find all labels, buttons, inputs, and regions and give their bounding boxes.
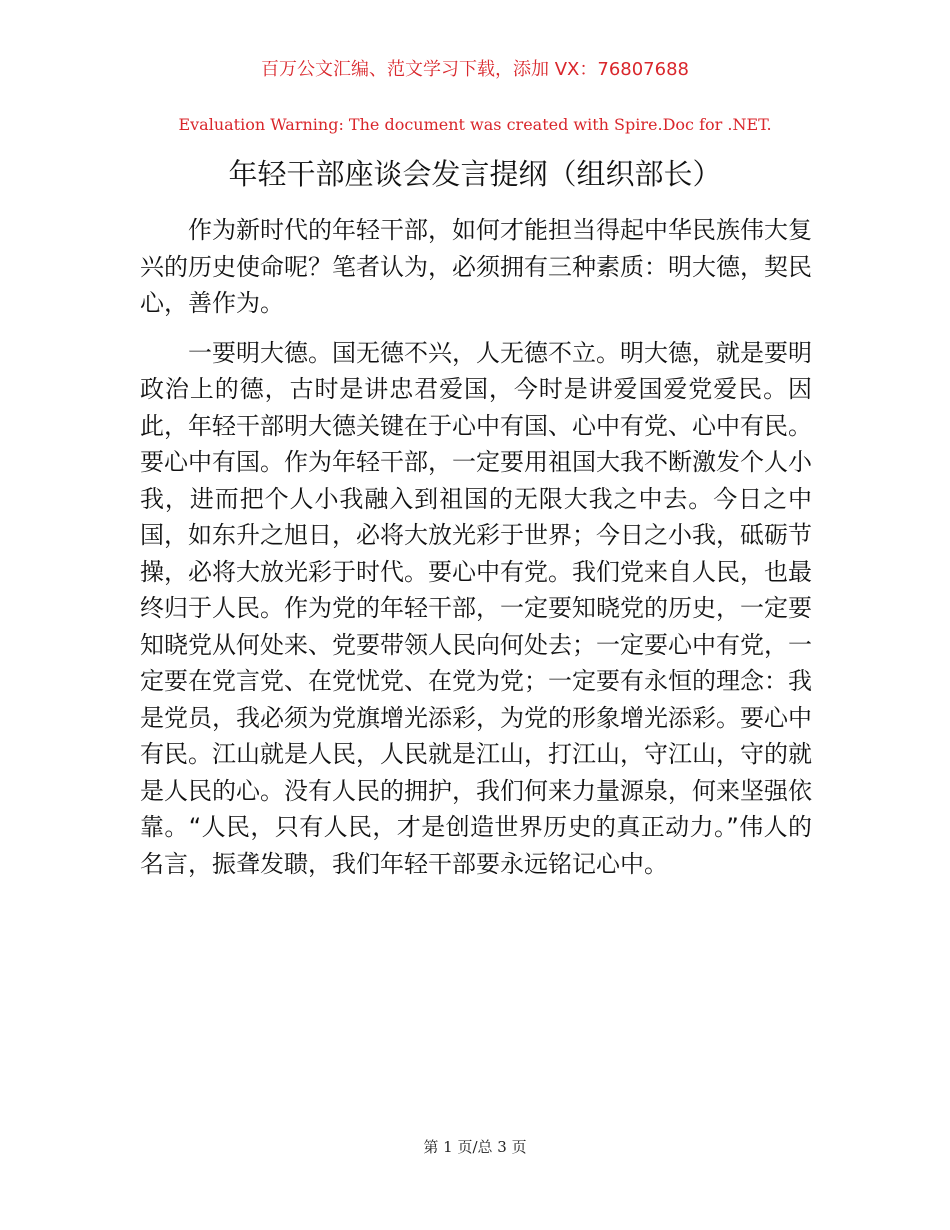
page-footer: 第 1 页/总 3 页	[423, 1138, 527, 1156]
intro-paragraph: 作为新时代的年轻干部，如何才能担当得起中华民族伟大复兴的历史使命呢？笔者认为，必须拥有三种素质：明大德，契民心，善作为。	[140, 216, 812, 317]
document-title: 年轻干部座谈会发言提纲（组织部长）	[228, 157, 722, 191]
promo-banner: 百万公文汇编、范文学习下载，添加 VX：76807688	[261, 59, 689, 80]
evaluation-warning: Evaluation Warning: The document was created with Spire.Doc for .NET.	[178, 115, 772, 134]
section-paragraph: 一要明大德。国无德不兴，人无德不立。明大德，就是要明政治上的德，古时是讲忠君爱国，今时是讲爱国爱党爱民。因此，年轻干部明大德关键在于心中有国、心中有党、心中有民。要心中有国。作为年轻干部，一定要用祖国大我不断激发个人小我，进而把个人小我融入到祖国的无限大我之中去。今日之中国，如东升之旭日，必将大放光彩于世界；今日之小我，砥砺节操，必将大放光彩于时代。要心中有党。我们党来自人民，也最终归于人民。作为党的年轻干部，一定要知晓党的历史，一定要知晓党从何处来、党要带领人民向何处去；一定要心中有党，一定要在党言党、在党忧党、在党为党；一定要有永恒的理念：我是党员，我必须为党旗增光添彩，为党的形象增光添彩。要心中有民。江山就是人民，人民就是江山，打江山，守江山，守的就是人民的心。没有人民的拥护，我们何来力量源泉，何来坚强依靠。“人民，只有人民，才是创造世界历史的真正动力。”伟人的名言，振聋发聩，我们年轻干部要永远铭记心中。	[140, 338, 812, 878]
document-body	[140, 212, 812, 882]
